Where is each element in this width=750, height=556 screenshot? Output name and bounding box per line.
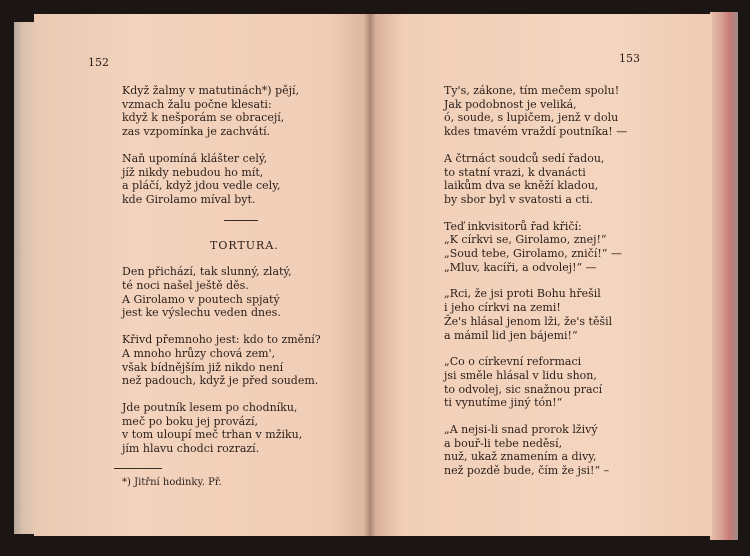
- verse-line: „Soud tebe, Girolamo, zničí!“ —: [444, 247, 622, 261]
- verse-line: „Co o církevní reformaci: [444, 355, 582, 369]
- verse-line: však bídnějším již nikdo není: [122, 360, 284, 374]
- verse-line: jsi směle hlásal v lidu shon,: [444, 368, 597, 382]
- verse-line: jest ke výslechu veden dnes.: [122, 306, 281, 320]
- verse-line: a pláčí, když jdou vedle cely,: [122, 179, 281, 193]
- verse-line: a bouř-li tebe neděsí,: [444, 436, 563, 450]
- stanza: [122, 265, 362, 320]
- verse-line: „Rci, že jsi proti Bohu hřešil: [444, 287, 601, 301]
- verse-line: když k nešporám se obracejí,: [122, 111, 285, 125]
- verse-line: Teď inkvisitorů řad křičí:: [444, 219, 582, 233]
- verse-line: „A nejsi-li snad prorok lživý: [444, 423, 598, 437]
- left-page: [34, 14, 370, 536]
- verse-line: to statní vrazi, k dvanácti: [444, 165, 586, 179]
- verse-line: jíž nikdy nebudou ho mít,: [122, 165, 264, 179]
- stanza: [444, 423, 694, 478]
- verse-line: nuž, ukaž znamením a divy,: [444, 450, 597, 464]
- stanza: [444, 84, 694, 139]
- verse-line: laikům dva se kněží kladou,: [444, 179, 599, 193]
- stanza: [122, 84, 362, 139]
- verse-line: ti vynutíme jiný tón!“: [444, 396, 563, 410]
- verse-line: Že's hlásal jenom lži, že's těšil: [444, 314, 613, 328]
- section-title: TORTURA.: [210, 238, 279, 252]
- right-page: [370, 14, 712, 536]
- verse-line: Když žalmy v matutinách*) pějí,: [122, 84, 300, 97]
- open-book: [14, 10, 738, 546]
- verse-line: „Mluv, kacíři, a odvolej!“ —: [444, 260, 597, 274]
- footnote-divider: [114, 468, 162, 469]
- verse-line: i jeho církvi na zemi!: [444, 301, 561, 315]
- verse-line: A Girolamo v poutech spjatý: [122, 292, 280, 306]
- verse-line: „K církvi se, Girolamo, znej!“: [444, 233, 607, 247]
- verse-line: Naň upomíná klášter celý,: [122, 151, 268, 165]
- verse-line: A mnoho hrůzy chová zem',: [122, 346, 276, 360]
- page-number-left: 152: [88, 56, 109, 69]
- stanza: [444, 220, 694, 275]
- section-divider: [224, 220, 258, 221]
- page-edges-right: [710, 12, 738, 540]
- stanza: [122, 152, 362, 207]
- left-text-column: [122, 84, 362, 469]
- verse-line: kde Girolamo míval byt.: [122, 192, 256, 206]
- verse-line: ó, soude, s lupičem, jenž v dolu: [444, 111, 619, 125]
- verse-line: by sbor byl v svatosti a cti.: [444, 192, 593, 206]
- verse-line: kdes tmavém vraždí poutníka! —: [444, 125, 628, 139]
- verse-line: v tom uloupí meč trhan v mžiku,: [122, 428, 303, 442]
- verse-line: to odvolej, sic snažnou prací: [444, 382, 603, 396]
- verse-line: a mámil lid jen bájemi!“: [444, 328, 578, 342]
- verse-line: vzmach žalu počne klesati:: [122, 97, 272, 111]
- book-gutter: [364, 14, 376, 536]
- verse-line: Jde poutník lesem po chodníku,: [122, 400, 298, 414]
- right-text-column: [444, 84, 694, 491]
- verse-line: než padouch, když je před soudem.: [122, 374, 319, 388]
- verse-line: Den přichází, tak slunný, zlatý,: [122, 265, 292, 279]
- verse-line: Ty's, zákone, tím mečem spolu!: [444, 84, 620, 97]
- verse-line: té noci našel ještě děs.: [122, 279, 249, 293]
- footnote: *) Jitřní hodinky. Př.: [122, 477, 222, 488]
- stanza: [122, 333, 362, 388]
- verse-line: zas vzpomínka je zachvátí.: [122, 125, 271, 139]
- stanza: [122, 401, 362, 456]
- stanza: [444, 355, 694, 410]
- verse-line: meč po boku jej provází,: [122, 414, 259, 428]
- stanza: [444, 287, 694, 342]
- page-number-right: 153: [619, 52, 640, 65]
- verse-line: Křivd přemnoho jest: kdo to změní?: [122, 333, 321, 347]
- verse-line: Jak podobnost je veliká,: [444, 97, 577, 111]
- verse-line: než pozdě bude, čím že jsi!“ –: [444, 464, 610, 478]
- stanza: [444, 152, 694, 207]
- page-edges-left: [14, 22, 36, 534]
- verse-line: A čtrnáct soudců sedí řadou,: [444, 151, 605, 165]
- verse-line: jím hlavu chodci rozrazí.: [122, 442, 260, 456]
